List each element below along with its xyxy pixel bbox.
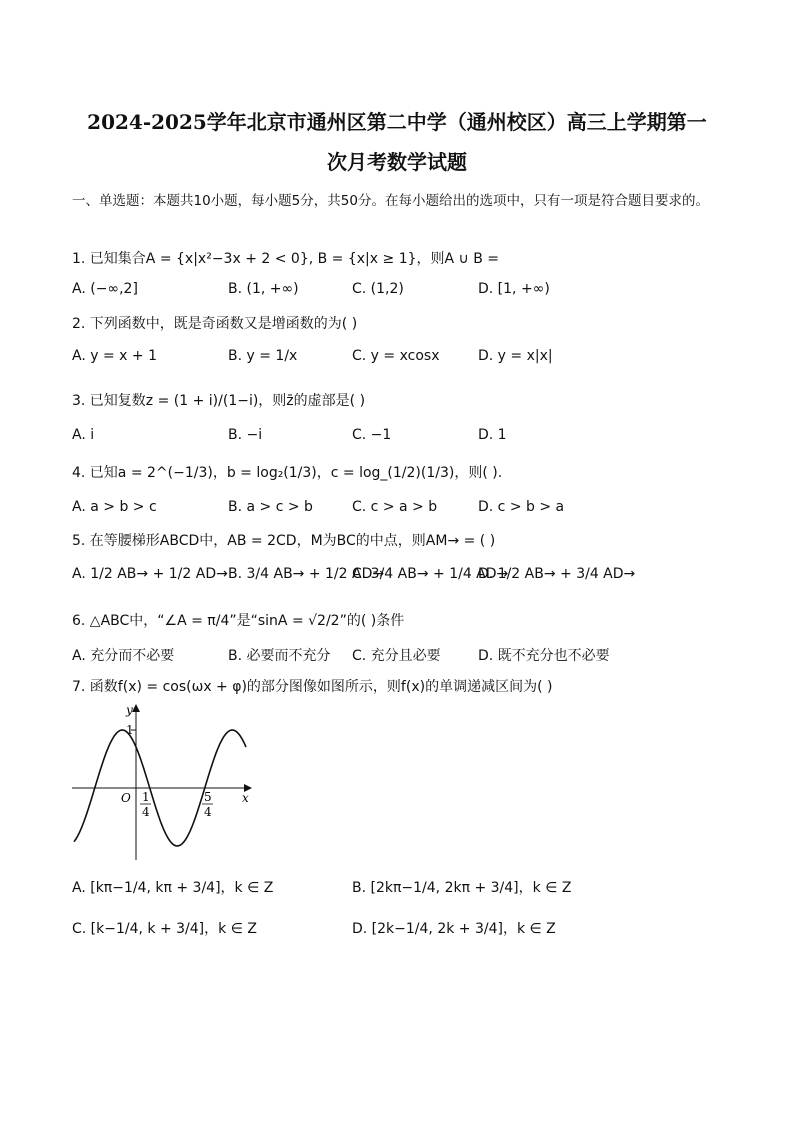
question-7-stem: 7. 函数f(x) = cos(ωx + φ)的部分图像如图所示，则f(x)的单调递减区间为( ) <box>72 679 553 695</box>
q7-option-c: C. [k−1/4, k + 3/4]，k ∈ Z <box>72 921 257 937</box>
question-1-stem: 1. 已知集合A = {x|x²−3x + 2 < 0}, B = {x|x ≥ 1}，则A ∪ B = <box>72 251 500 267</box>
q4-option-c: C. c > a > b <box>352 499 438 515</box>
q6-option-d: D. 既不充分也不必要 <box>478 648 610 664</box>
y-axis-label: y <box>126 703 133 717</box>
q1-option-a: A. (−∞,2] <box>72 281 138 297</box>
origin-label: O <box>121 791 131 805</box>
q7-option-a: A. [kπ−1/4, kπ + 3/4]，k ∈ Z <box>72 880 274 896</box>
question-3-stem: 3. 已知复数z = (1 + i)/(1−i)，则z̄的虚部是( ) <box>72 393 366 409</box>
page-title-line1: 2024-2025学年北京市通州区第二中学（通州校区）高三上学期第一 <box>87 110 707 134</box>
q3-option-d: D. 1 <box>478 427 507 443</box>
y-axis-arrow <box>132 704 140 712</box>
q1-option-d: D. [1, +∞) <box>478 281 550 297</box>
q4-option-b: B. a > c > b <box>228 499 313 515</box>
question-6-stem: 6. △ABC中，“∠A = π/4”是“sinA = √2/2”的( )条件 <box>72 613 405 629</box>
x-tick2-numerator: 5 <box>204 790 212 804</box>
q2-option-d: D. y = x|x| <box>478 348 553 364</box>
q5-option-b: B. 3/4 AB→ + 1/2 AD→ <box>228 566 385 582</box>
cosine-graph <box>70 700 260 865</box>
x-axis-label: x <box>242 791 249 805</box>
question-2-stem: 2. 下列函数中，既是奇函数又是增函数的为( ) <box>72 316 358 332</box>
page-title-line2: 次月考数学试题 <box>327 150 467 174</box>
q6-option-c: C. 充分且必要 <box>352 648 441 664</box>
q2-option-c: C. y = xcosx <box>352 348 440 364</box>
q5-option-c: C. 3/4 AB→ + 1/4 AD→ <box>352 566 509 582</box>
q3-option-c: C. −1 <box>352 427 392 443</box>
x-tick2-denominator: 4 <box>204 805 212 819</box>
section-heading: 一、单选题：本题共10小题，每小题5分，共50分。在每小题给出的选项中，只有一项是符合题目要求的。 <box>72 193 709 209</box>
x-tick1-denominator: 4 <box>142 805 150 819</box>
y-tick-label: 1 <box>126 723 134 737</box>
x-tick1-numerator: 1 <box>142 790 150 804</box>
q5-option-a: A. 1/2 AB→ + 1/2 AD→ <box>72 566 228 582</box>
q4-option-a: A. a > b > c <box>72 499 157 515</box>
q7-option-d: D. [2k−1/4, 2k + 3/4]，k ∈ Z <box>352 921 556 937</box>
question-4-stem: 4. 已知a = 2^(−1/3)，b = log₂(1/3)，c = log_(1/2)(1/3)，则( ). <box>72 465 503 481</box>
q3-option-a: A. i <box>72 427 95 443</box>
q3-option-b: B. −i <box>228 427 263 443</box>
q6-option-a: A. 充分而不必要 <box>72 648 175 664</box>
q7-option-b: B. [2kπ−1/4, 2kπ + 3/4]，k ∈ Z <box>352 880 572 896</box>
q1-option-b: B. (1, +∞) <box>228 281 299 297</box>
q2-option-b: B. y = 1/x <box>228 348 298 364</box>
q1-option-c: C. (1,2) <box>352 281 404 297</box>
q2-option-a: A. y = x + 1 <box>72 348 157 364</box>
q5-option-d: D. 1/2 AB→ + 3/4 AD→ <box>478 566 636 582</box>
question-5-stem: 5. 在等腰梯形ABCD中，AB = 2CD，M为BC的中点，则AM→ = ( ) <box>72 533 496 549</box>
q4-option-d: D. c > b > a <box>478 499 565 515</box>
q6-option-b: B. 必要而不充分 <box>228 648 331 664</box>
